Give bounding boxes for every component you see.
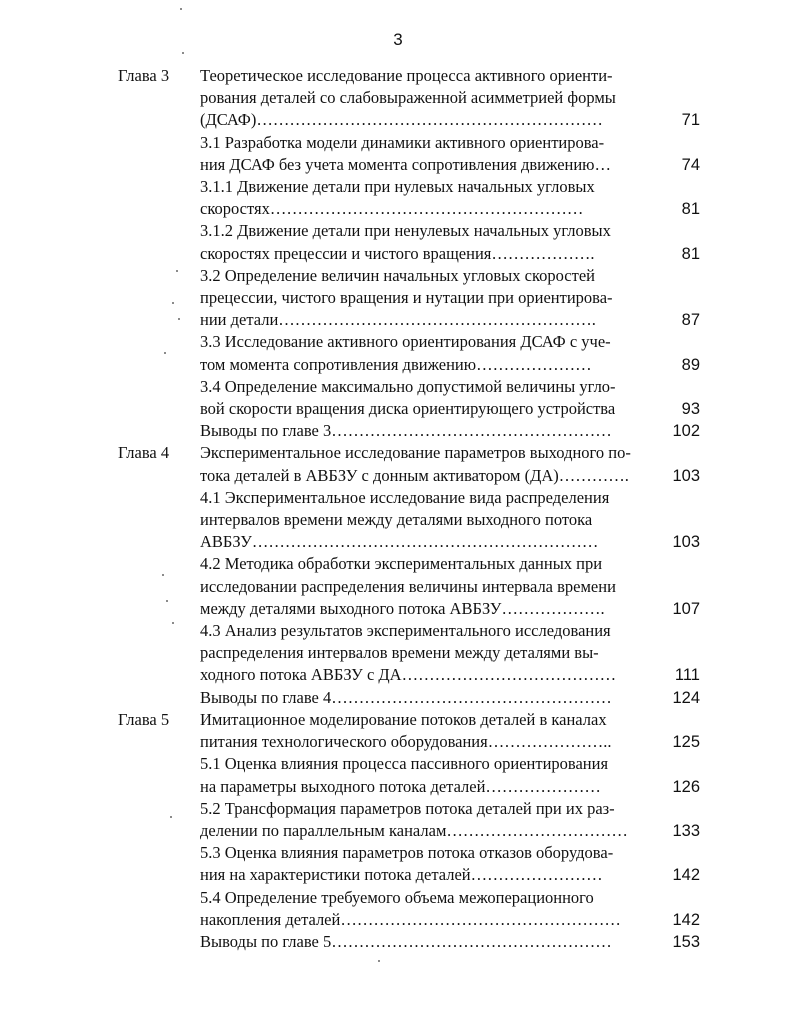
table-of-contents [0, 65, 796, 953]
toc-entry [200, 887, 700, 931]
toc-entry-page: 107 [672, 599, 700, 618]
scan-speck [172, 302, 174, 304]
chapter-label: Глава 5 [118, 709, 170, 729]
scan-speck [162, 574, 164, 576]
toc-entry [200, 487, 700, 554]
page-number: 3 [393, 30, 403, 49]
scan-speck [180, 8, 182, 10]
toc-entry-text: 5.4 Определение требуемого объема межоперационного накопления деталей…………………………………………… [200, 887, 621, 929]
chapter-label: Глава 3 [118, 66, 170, 85]
toc-entry-page: 126 [672, 777, 700, 796]
chapter-label: Глава 4 [118, 443, 170, 463]
toc-entry-text: 4.2 Методика обработки экспериментальных данных при исследовании распределения величины интервала времени между деталями выходного потока АВБЗУ………………. [200, 554, 616, 618]
toc-entry-page: 142 [672, 910, 700, 929]
toc-entry-text: 4.1 Экспериментальное исследование вида распределения интервалов времени между деталями выходного потока АВБЗУ……………………………………………………… [200, 487, 610, 552]
chapter-4 [0, 442, 796, 708]
chapter-3 [0, 65, 796, 442]
toc-entry [200, 220, 700, 264]
toc-entry-text: 4.3 Анализ результатов экспериментального исследования распределения интервалов времени между деталями вы- ходного потока АВБЗУ с ДА………………………………… [200, 621, 617, 685]
toc-entry [200, 420, 700, 442]
toc-entry [200, 620, 700, 687]
toc-entry-text: 3.4 Определение максимально допустимой величины угло- вой скорости вращения диска ориентирующего устройства [200, 376, 616, 419]
toc-entry [200, 931, 700, 953]
toc-entry [200, 687, 700, 709]
toc-entry-page: 125 [672, 733, 700, 752]
toc-entry-text: Экспериментальное исследование параметров выходного по- тока деталей в АВБЗУ с донным активатором (ДА)…………. [200, 443, 631, 485]
toc-entry-text: 5.1 Оценка влияния процесса пассивного ориентирования на параметры выходного потока деталей………………… [200, 754, 609, 796]
toc-entry [200, 753, 700, 797]
toc-entry-page: 111 [674, 666, 700, 685]
toc-entry-page: 81 [681, 200, 700, 219]
toc-entry [200, 132, 700, 176]
toc-entry-text: Выводы по главе 5…………………………………………… [200, 931, 612, 951]
toc-entry-text: Имитационное моделирование потоков деталей в каналах питания технологического оборудования………………….. [200, 709, 612, 752]
chapter-5 [0, 709, 796, 953]
toc-entry-text: 3.2 Определение величин начальных угловых скоростей прецессии, чистого вращения и нутации при ориентирова- нии детали…………………………………………………. [200, 265, 613, 330]
toc-entry-page: 74 [681, 155, 700, 174]
toc-entry-page: 153 [672, 932, 700, 951]
scan-speck [378, 960, 380, 962]
toc-entry [200, 842, 700, 886]
toc-entry-page: 142 [672, 866, 700, 885]
scan-speck [176, 270, 178, 272]
toc-entry [200, 176, 700, 220]
toc-entry-text: 5.3 Оценка влияния параметров потока отказов оборудова- ния на характеристики потока деталей…………………… [200, 843, 614, 885]
toc-entry [200, 65, 700, 132]
scan-speck [182, 52, 184, 54]
toc-entry-text: Выводы по главе 4…………………………………………… [200, 687, 612, 707]
toc-entry [200, 376, 700, 420]
toc-entry [200, 442, 700, 486]
toc-entry-page: 93 [681, 400, 700, 419]
toc-entry [200, 265, 700, 332]
toc-entry-page: 103 [672, 533, 700, 552]
scan-speck [166, 600, 168, 602]
toc-entry-page: 89 [681, 355, 700, 374]
toc-entry-text: 3.1 Разработка модели динамики активного ориентирова- ния ДСАФ без учета момента сопротивления движению… [200, 132, 612, 174]
toc-entry-page: 87 [681, 311, 700, 330]
toc-entry [200, 331, 700, 375]
toc-entry-text: 5.2 Трансформация параметров потока деталей при их раз- делении по параллельным каналам…………………………… [200, 798, 628, 840]
toc-entry-page: 103 [672, 466, 700, 485]
toc-entry [200, 553, 700, 620]
toc-entry-text: 3.1.2 Движение детали при ненулевых начальных угловых скоростях прецессии и чистого вращения………………. [200, 221, 611, 263]
toc-entry-page: 71 [681, 111, 700, 130]
toc-entry [200, 709, 700, 753]
toc-entry-page: 102 [672, 422, 700, 441]
toc-entry-text: 3.3 Исследование активного ориентирования ДСАФ с уче- том момента сопротивления движению………………… [200, 332, 611, 374]
toc-entry [200, 798, 700, 842]
scan-speck [164, 352, 166, 354]
toc-entry-text: Выводы по главе 3…………………………………………… [200, 421, 612, 441]
toc-entry-page: 81 [681, 244, 700, 263]
scan-speck [170, 816, 172, 818]
scan-speck [172, 622, 174, 624]
toc-entry-text: Теоретическое исследование процесса активного ориенти- рования деталей со слабовыраженной асимметрией формы (ДСАФ)……………………………………………………… [200, 66, 616, 130]
toc-entry-page: 124 [672, 688, 700, 707]
scan-speck [178, 318, 180, 320]
toc-entry-page: 133 [672, 821, 700, 840]
toc-entry-text: 3.1.1 Движение детали при нулевых начальных угловых скоростях………………………………………………… [200, 177, 595, 219]
